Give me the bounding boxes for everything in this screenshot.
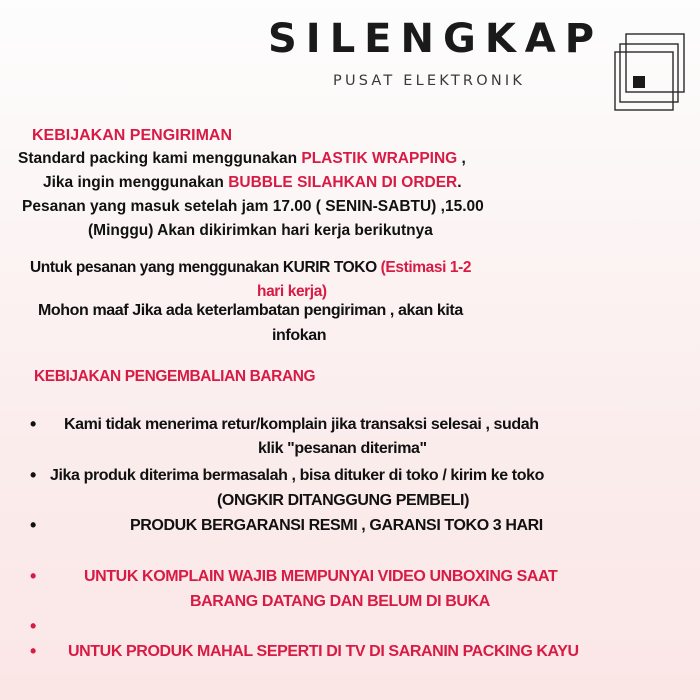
return-policy-heading: KEBIJAKAN PENGEMBALIAN BARANG xyxy=(34,368,316,385)
apology-line-2: infokan xyxy=(272,327,327,344)
return-item-1-line-2: klik "pesanan diterima" xyxy=(258,440,427,457)
bullet-icon: • xyxy=(30,414,37,434)
courier-line xyxy=(30,259,471,277)
bubble-punct: . xyxy=(457,174,462,191)
packing-text: Standard packing kami menggunakan xyxy=(18,150,302,167)
return-item-1-line-1: Kami tidak menerima retur/komplain jika transaksi selesai , sudah xyxy=(64,416,539,433)
return-item-3-line-1: PRODUK BERGARANSI RESMI , GARANSI TOKO 3 HARI xyxy=(130,517,543,534)
courier-text: Untuk pesanan yang menggunakan KURIR TOKO xyxy=(30,259,381,276)
stacked-squares-icon xyxy=(612,32,690,114)
return-item-2-line-1: Jika produk diterima bermasalah , bisa dituker di toko / kirim ke toko xyxy=(50,467,544,484)
brand-tagline: PUSAT ELEKTRONIK xyxy=(333,73,526,89)
cutoff-line: Pesanan yang masuk setelah jam 17.00 ( SENIN-SABTU) ,15.00 xyxy=(22,198,484,215)
apology-line-1: Mohon maaf Jika ada keterlambatan pengiriman , akan kita xyxy=(38,302,463,319)
return-item-6-line-1: UNTUK PRODUK MAHAL SEPERTI DI TV DI SARANIN PACKING KAYU xyxy=(68,643,579,660)
bubble-line xyxy=(43,174,462,192)
next-day-line: (Minggu) Akan dikirimkan hari kerja berikutnya xyxy=(88,222,433,239)
bubble-highlight: BUBBLE SILAHKAN DI ORDER xyxy=(228,174,458,191)
courier-estimate-cont: hari kerja) xyxy=(257,283,327,300)
return-item-4-line-2: BARANG DATANG DAN BELUM DI BUKA xyxy=(190,593,490,610)
bullet-icon: • xyxy=(30,566,37,586)
brand-name: SILENGKAP xyxy=(268,16,604,62)
bullet-icon: • xyxy=(30,641,37,661)
packing-punct: , xyxy=(457,150,466,167)
bullet-icon: • xyxy=(30,465,37,485)
packing-line xyxy=(18,150,466,168)
bubble-text: Jika ingin menggunakan xyxy=(43,174,229,191)
bullet-icon: • xyxy=(30,616,37,636)
return-item-4-line-1: UNTUK KOMPLAIN WAJIB MEMPUNYAI VIDEO UNBOXING SAAT xyxy=(84,568,558,585)
return-item-2-line-2: (ONGKIR DITANGGUNG PEMBELI) xyxy=(217,492,470,509)
shipping-policy-heading: KEBIJAKAN PENGIRIMAN xyxy=(32,127,233,144)
bullet-icon: • xyxy=(30,515,37,535)
courier-estimate: (Estimasi 1-2 xyxy=(380,259,472,276)
packing-highlight: PLASTIK WRAPPING xyxy=(301,150,458,167)
